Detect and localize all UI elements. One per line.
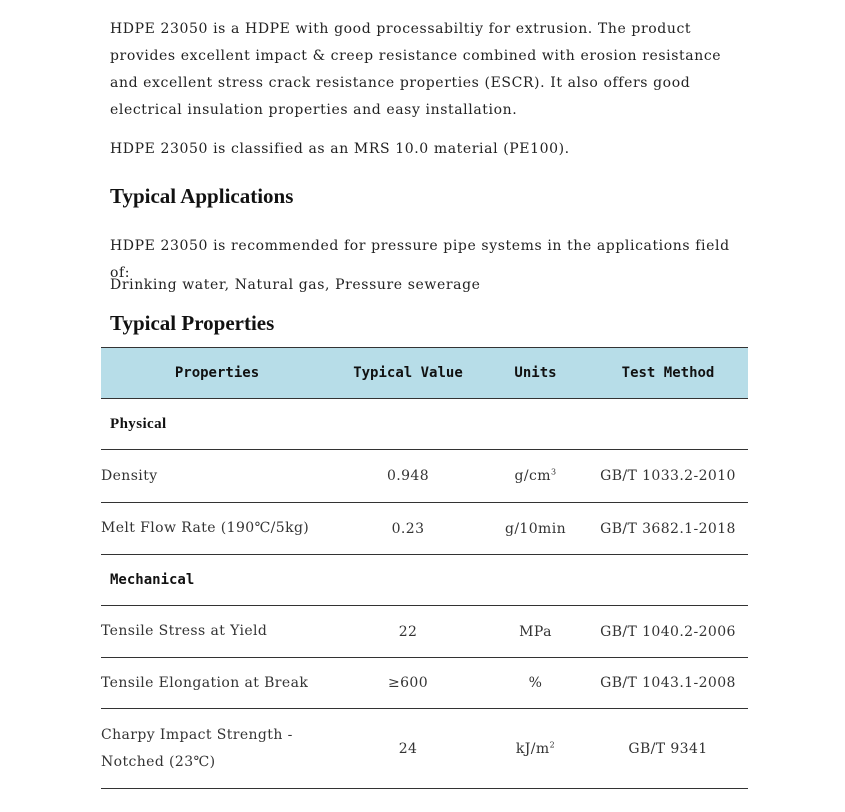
applications-paragraph-2: Drinking water, Natural gas, Pressure sewerage	[110, 277, 481, 293]
section-label: Mechanical	[101, 555, 748, 606]
unit-superscript: 2	[549, 739, 556, 749]
property-unit	[483, 503, 588, 555]
intro-paragraph-1: HDPE 23050 is a HDPE with good processabiltiy for extrusion. The product provides excellent impact & creep resistance combined with erosion resistance and excellent stress crack resistance properties (ESCR). It also offers good electrical insulation properties and easy installation.	[110, 21, 722, 118]
table-row	[101, 658, 748, 709]
property-name: Melt Flow Rate (190℃/5kg)	[101, 503, 333, 555]
table-header-row	[101, 348, 748, 399]
property-unit	[483, 658, 588, 709]
unit-text: %	[528, 675, 543, 691]
table-row	[101, 503, 748, 555]
intro-paragraph-2: HDPE 23050 is classified as an MRS 10.0 material (PE100).	[110, 141, 570, 157]
property-name: Tensile Stress at Yield	[101, 606, 333, 658]
property-value: 0.23	[333, 503, 483, 555]
test-method: GB/T 1033.2-2010	[588, 450, 748, 503]
property-unit	[483, 450, 588, 503]
applications-heading: Typical Applications	[110, 184, 294, 208]
section-label: Physical	[101, 399, 748, 450]
property-value: 22	[333, 606, 483, 658]
property-unit	[483, 709, 588, 789]
table-row	[101, 450, 748, 503]
property-value: 24	[333, 709, 483, 789]
unit-text: g/10min	[504, 520, 567, 537]
unit-superscript: 3	[550, 467, 557, 477]
section-row-physical	[101, 399, 748, 450]
property-name: Density	[101, 450, 333, 503]
table-row	[101, 606, 748, 658]
column-header-units: Units	[483, 348, 588, 399]
properties-table	[101, 347, 748, 789]
unit-text: kJ/m	[515, 740, 550, 757]
unit-text: g/cm	[514, 468, 551, 484]
applications-paragraph-1: HDPE 23050 is recommended for pressure pipe systems in the applications field of:	[110, 238, 730, 281]
test-method: GB/T 3682.1-2018	[588, 503, 748, 555]
section-row-mechanical	[101, 555, 748, 606]
property-name: Tensile Elongation at Break	[101, 658, 333, 709]
column-header-typical-value: Typical Value	[333, 348, 483, 399]
unit-text: MPa	[519, 623, 552, 640]
property-value: ≥600	[333, 658, 483, 709]
property-value: 0.948	[333, 450, 483, 503]
property-unit	[483, 606, 588, 658]
table-row	[101, 709, 748, 789]
test-method: GB/T 1043.1-2008	[588, 658, 748, 709]
properties-heading: Typical Properties	[110, 311, 275, 335]
column-header-properties: Properties	[101, 348, 333, 399]
column-header-test-method: Test Method	[588, 348, 748, 399]
test-method: GB/T 1040.2-2006	[588, 606, 748, 658]
test-method: GB/T 9341	[588, 709, 748, 789]
property-name: Charpy Impact Strength - Notched (23℃)	[101, 709, 333, 789]
